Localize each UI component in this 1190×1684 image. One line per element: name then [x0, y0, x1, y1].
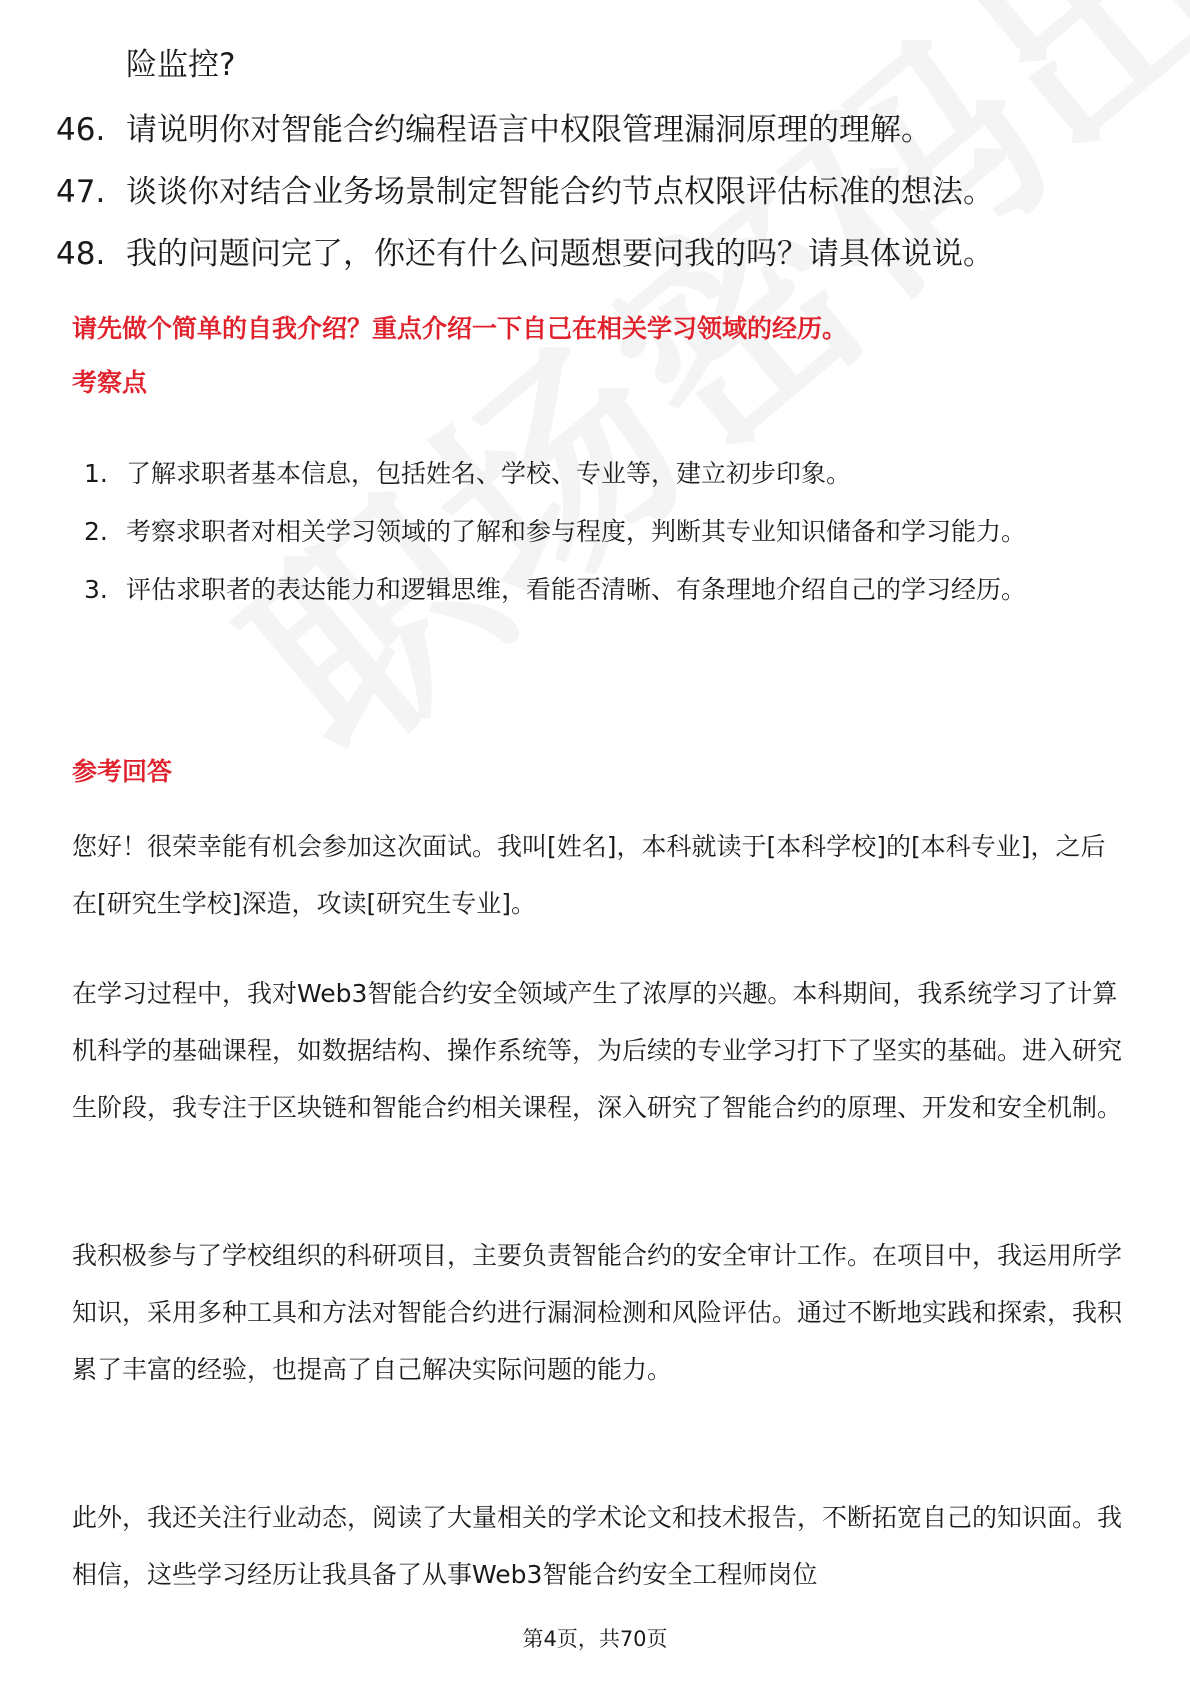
- question-text: 我的问题问完了，你还有什么问题想要问我的吗？请具体说说。: [126, 236, 994, 272]
- question-item: [56, 172, 1156, 234]
- point-text: 了解求职者基本信息，包括姓名、学校、专业等，建立初步印象。: [126, 459, 852, 488]
- question-item: [56, 110, 1156, 172]
- question-number: 47.: [56, 174, 106, 210]
- section-question-heading: 请先做个简单的自我介绍？重点介绍一下自己在相关学习领域的经历。: [72, 314, 848, 343]
- point-item: [84, 561, 1124, 619]
- point-number: 1.: [84, 459, 108, 488]
- continued-question-text: 险监控?: [126, 47, 236, 83]
- point-text: 评估求职者的表达能力和逻辑思维，看能否清晰、有条理地介绍自己的学习经历。: [126, 575, 1027, 604]
- question-number: 48.: [56, 236, 106, 272]
- answer-heading: 参考回答: [72, 757, 173, 786]
- answer-paragraph: 此外，我还关注行业动态，阅读了大量相关的学术论文和技术报告，不断拓宽自己的知识面。我相信，这些学习经历让我具备了从事Web3智能合约安全工程师岗位: [72, 1503, 1123, 1589]
- question-text: 谈谈你对结合业务场景制定智能合约节点权限评估标准的想法。: [126, 174, 994, 210]
- point-text: 考察求职者对相关学习领域的了解和参与程度，判断其专业知识储备和学习能力。: [126, 517, 1027, 546]
- answer-paragraph: 您好！很荣幸能有机会参加这次面试。我叫[姓名]，本科就读于[本科学校]的[本科专业]，之后在[研究生学校]深造，攻读[研究生专业]。: [72, 832, 1106, 918]
- points-list: [84, 445, 1124, 619]
- answer-paragraph: 我积极参与了学校组织的科研项目，主要负责智能合约的安全审计工作。在项目中，我运用所学知识，采用多种工具和方法对智能合约进行漏洞检测和风险评估。通过不断地实践和探索，我积累了丰富的经验，也提高了自己解决实际问题的能力。: [72, 1241, 1123, 1384]
- question-text: 请说明你对智能合约编程语言中权限管理漏洞原理的理解。: [126, 112, 932, 148]
- point-item: [84, 445, 1124, 503]
- page-number-footer: 第4页，共70页: [522, 1627, 668, 1651]
- question-number: 46.: [56, 112, 106, 148]
- point-item: [84, 503, 1124, 561]
- answer-paragraph: 在学习过程中，我对Web3智能合约安全领域产生了浓厚的兴趣。本科期间，我系统学习了计算机科学的基础课程，如数据结构、操作系统等，为后续的专业学习打下了坚实的基础。进入研究生阶段，我专注于区块链和智能合约相关课程，深入研究了智能合约的原理、开发和安全机制。: [72, 979, 1123, 1122]
- points-heading: 考察点: [72, 368, 148, 397]
- question-item: [56, 234, 1156, 296]
- point-number: 3.: [84, 575, 108, 604]
- question-list: [56, 110, 1156, 296]
- point-number: 2.: [84, 517, 108, 546]
